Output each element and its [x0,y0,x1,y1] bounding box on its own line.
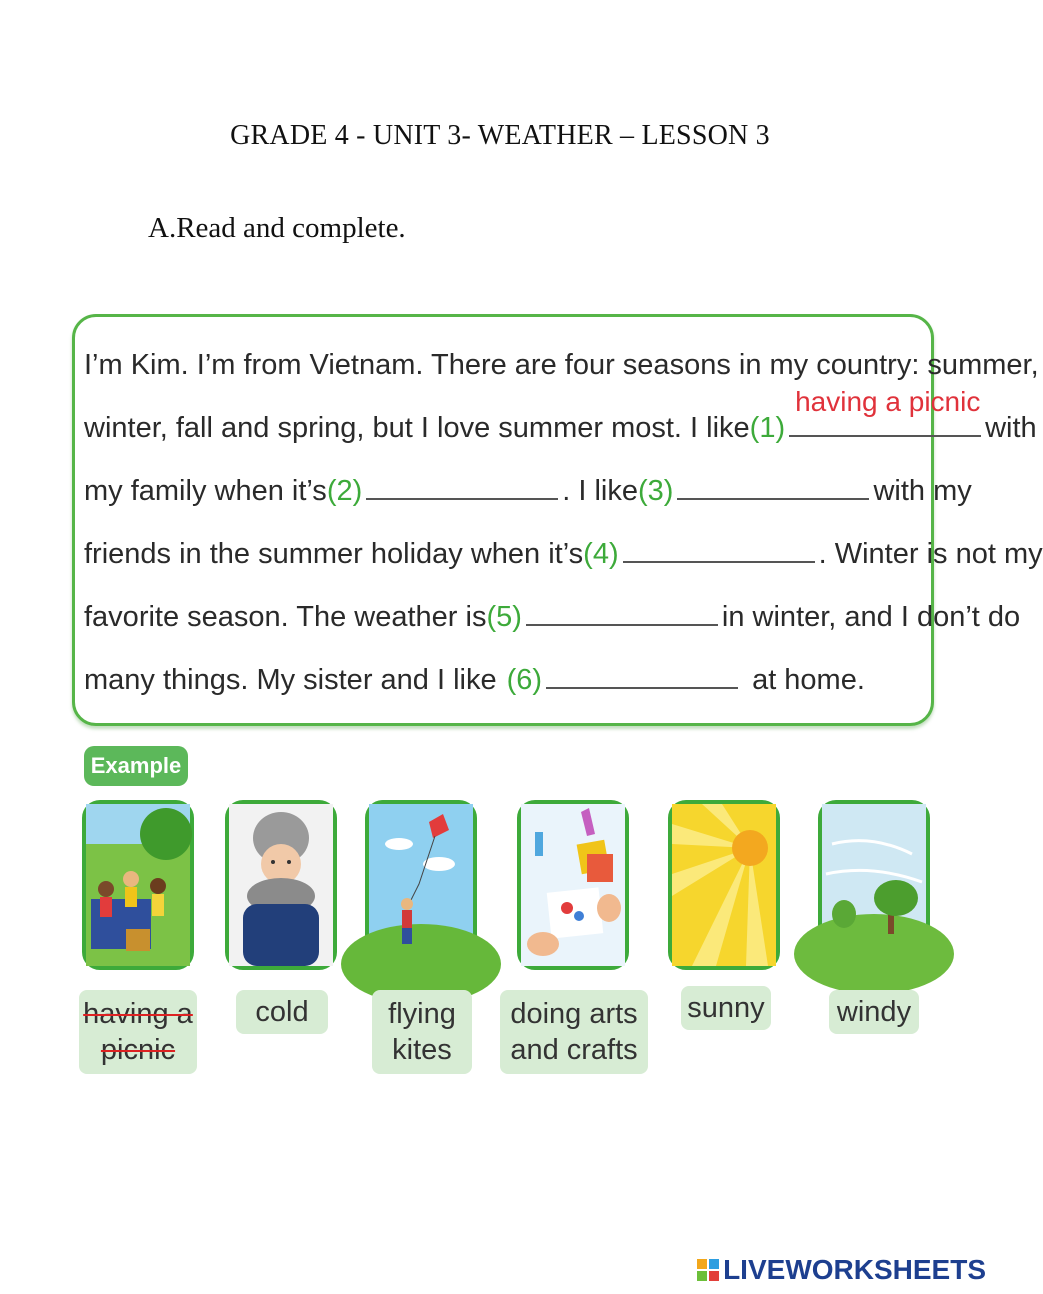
windy-picture [818,800,930,970]
word-cold [236,990,328,1034]
passage-text: in winter, and I don’t do [721,601,1021,633]
example-badge: Example [84,746,188,786]
word-line: doing arts [510,998,638,1030]
flying-kites-picture [365,800,477,970]
liveworksheets-logo [697,1254,986,1286]
arts-and-crafts-picture [517,800,629,970]
word-line: flying [388,998,456,1030]
word-doing-arts-and-crafts [500,990,648,1074]
passage-text: I’m Kim. I’m from Vietnam. There are four seasons in my country: summer, [84,349,1039,381]
passage-text: winter, fall and spring, but I love summer most. I like [84,412,750,444]
logo-text: LIVEWORKSHEETS [723,1254,986,1285]
passage-line [84,460,972,523]
word-sunny [681,986,771,1030]
reading-passage [84,334,1043,712]
word-line: picnic [100,1034,176,1066]
word-flying-kites [372,990,472,1074]
passage-text: with my [873,475,972,507]
picnic-picture [82,800,194,970]
passage-text: . Winter is not my [818,538,1043,570]
blank-number: (5) [486,601,522,633]
passage-text: . I like [562,475,639,507]
exercise-instruction: A.Read and complete. [148,212,406,244]
logo-icon [697,1259,719,1281]
word-line: having a [83,998,193,1030]
blank-number: (1) [749,412,786,444]
word-line: and crafts [510,1034,638,1066]
worksheet-title: GRADE 4 - UNIT 3- WEATHER – LESSON 3 [230,120,770,151]
passage-text: at home. [752,664,865,696]
word-line: kites [392,1034,452,1066]
answer-blank-3[interactable] [677,468,869,500]
answer-blank-2[interactable] [366,468,558,500]
passage-text: many things. My sister and I like [84,664,497,696]
cold-picture [225,800,337,970]
passage-line [84,523,1043,586]
passage-line [84,649,924,712]
blank-number: (4) [583,538,619,570]
answer-blank-6[interactable] [546,657,738,689]
answer-blank-4[interactable] [623,531,815,563]
passage-text: my family when it’s [84,475,327,507]
passage-text: friends in the summer holiday when it’s [84,538,584,570]
sunny-picture [668,800,780,970]
example-answer: having a picnic [795,386,981,417]
passage-text: favorite season. The weather is [84,601,487,633]
word-line: cold [255,996,309,1028]
passage-line [84,586,1021,649]
passage-text: with [985,412,1037,444]
answer-blank-5[interactable] [526,594,718,626]
passage-line [84,386,1037,460]
word-line: sunny [687,992,765,1024]
blank-number: (3) [638,475,674,507]
word-line: windy [836,996,912,1028]
answer-blank-1[interactable] [789,386,981,437]
blank-number: (2) [326,475,363,507]
word-having-a-picnic [79,990,197,1074]
word-windy [829,990,919,1034]
blank-number: (6) [506,664,543,696]
